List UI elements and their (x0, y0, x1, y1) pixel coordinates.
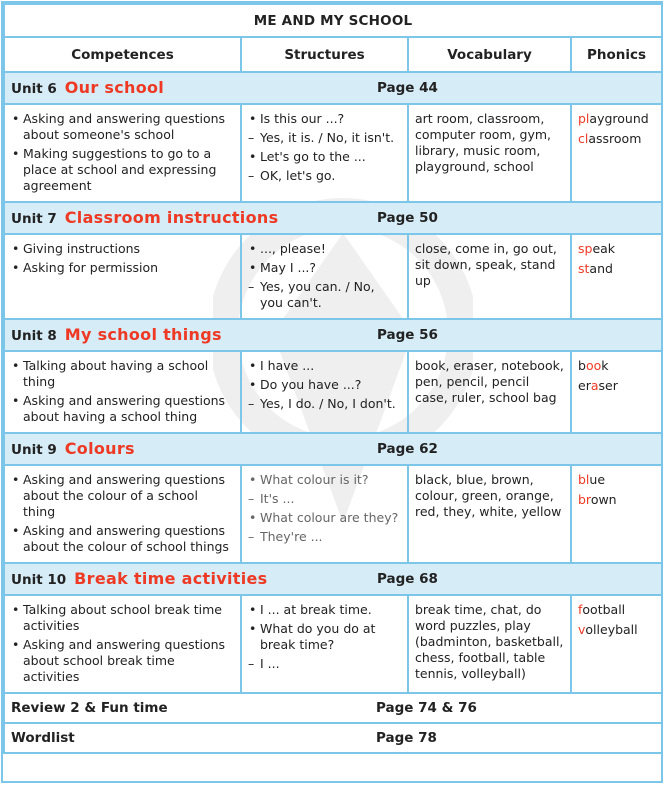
phonics-prefix: er (578, 378, 591, 393)
competence-item: • Talking about school break time activities (11, 602, 234, 634)
competences-cell (4, 595, 241, 693)
phonics-cell (571, 465, 662, 563)
phonics-highlight: v (578, 622, 586, 637)
header-structures: Structures (241, 37, 408, 72)
phonics-highlight: cl (578, 131, 589, 146)
phonics-word (578, 111, 655, 127)
structure-item: – It's ... (248, 491, 401, 507)
footer-label: Wordlist (11, 730, 75, 746)
competence-item: • Asking and answering questions about the colour of a school thing (11, 472, 234, 520)
phonics-word (578, 241, 655, 257)
structure-item: • What do you do at break time? (248, 621, 401, 653)
competence-item: • Giving instructions (11, 241, 234, 257)
unit-page: Page 62 (377, 441, 438, 457)
phonics-highlight: a (590, 378, 599, 393)
structure-item: – OK, let's go. (248, 168, 401, 184)
structure-item: • What colour is it? (248, 472, 401, 488)
phonics-highlight: bl (578, 472, 590, 487)
phonics-highlight: st (578, 261, 590, 276)
unit-label: Unit 10 (11, 571, 67, 588)
vocabulary-cell: close, come in, go out, sit down, speak, stand up (408, 234, 571, 319)
unit-header-row (4, 433, 662, 465)
phonics-highlight: sp (578, 241, 593, 256)
unit-header-row (4, 72, 662, 104)
phonics-rest: assroom (588, 131, 642, 146)
phonics-rest: ue (589, 472, 606, 487)
footer-page: Page 74 & 76 (376, 700, 477, 716)
competence-item: • Making suggestions to go to a place at school and expressing agreement (11, 146, 234, 194)
vocabulary-cell: art room, classroom, computer room, gym, library, music room, playground, school (408, 104, 571, 202)
phonics-rest: olleyball (585, 622, 638, 637)
unit-name: Break time activities (74, 568, 268, 588)
structure-item: – Yes, I do. / No, I don't. (248, 396, 401, 412)
structures-cell (241, 465, 408, 563)
phonics-rest: ser (598, 378, 618, 393)
structure-item: • Do you have ...? (248, 377, 401, 393)
header-vocabulary: Vocabulary (408, 37, 571, 72)
footer-row-wordlist (4, 723, 662, 753)
competences-cell (4, 104, 241, 202)
structures-cell (241, 351, 408, 433)
unit-name: My school things (64, 324, 222, 344)
competence-item: • Asking for permission (11, 260, 234, 276)
header-competences: Competences (4, 37, 241, 72)
phonics-rest: eak (592, 241, 616, 256)
phonics-rest: k (601, 358, 609, 373)
unit-page: Page 44 (377, 80, 438, 96)
phonics-word (578, 622, 655, 638)
phonics-cell (571, 234, 662, 319)
unit-header-row (4, 563, 662, 595)
unit-label: Unit 6 (11, 80, 57, 97)
competence-item: • Asking and answering questions about having a school thing (11, 393, 234, 425)
syllabus-table (3, 3, 663, 754)
phonics-cell (571, 351, 662, 433)
competence-item: • Asking and answering questions about someone's school (11, 111, 234, 143)
units-body (4, 72, 662, 693)
phonics-word (578, 492, 655, 508)
structure-item: • Let's go to the ... (248, 149, 401, 165)
unit-page: Page 56 (377, 327, 438, 343)
table-title: ME AND MY SCHOOL (4, 4, 662, 37)
phonics-rest: ootball (582, 602, 626, 617)
structure-item: • I have ... (248, 358, 401, 374)
phonics-word (578, 358, 655, 374)
competences-cell (4, 465, 241, 563)
structure-item: • I ... at break time. (248, 602, 401, 618)
unit-name: Classroom instructions (64, 207, 279, 227)
footer-page: Page 78 (376, 730, 437, 746)
competence-item: • Asking and answering questions about the colour of school things (11, 523, 234, 555)
phonics-highlight: pl (578, 111, 590, 126)
structure-item: • What colour are they? (248, 510, 401, 526)
phonics-rest: ayground (589, 111, 649, 126)
unit-name: Our school (64, 77, 165, 97)
structure-item: – They're ... (248, 529, 401, 545)
structures-cell (241, 104, 408, 202)
phonics-word (578, 261, 655, 277)
competence-item: • Talking about having a school thing (11, 358, 234, 390)
competences-cell (4, 351, 241, 433)
phonics-highlight: f (578, 602, 583, 617)
unit-label: Unit 8 (11, 327, 57, 344)
unit-header-row (4, 202, 662, 234)
unit-header-row (4, 319, 662, 351)
vocabulary-cell: book, eraser, notebook, pen, pencil, pencil case, ruler, school bag (408, 351, 571, 433)
footer-label: Review 2 & Fun time (11, 700, 168, 716)
competences-cell (4, 234, 241, 319)
unit-label: Unit 7 (11, 210, 57, 227)
footer-row-review (4, 693, 662, 723)
phonics-word (578, 131, 655, 147)
vocabulary-cell: break time, chat, do word puzzles, play (badminton, basketball, chess, football, table tennis, volleyball) (408, 595, 571, 693)
syllabus-table-frame (1, 1, 663, 783)
phonics-cell (571, 104, 662, 202)
phonics-word (578, 378, 655, 394)
unit-name: Colours (64, 438, 135, 458)
phonics-rest: and (589, 261, 613, 276)
phonics-cell (571, 595, 662, 693)
structures-cell (241, 595, 408, 693)
vocabulary-cell: black, blue, brown, colour, green, orange, red, they, white, yellow (408, 465, 571, 563)
competence-item: • Asking and answering questions about school break time activities (11, 637, 234, 685)
phonics-rest: own (590, 492, 617, 507)
phonics-highlight: br (578, 492, 591, 507)
phonics-prefix: b (578, 358, 586, 373)
unit-page: Page 50 (377, 210, 438, 226)
structure-item: – I ... (248, 656, 401, 672)
phonics-word (578, 472, 655, 488)
header-phonics: Phonics (571, 37, 662, 72)
phonics-highlight: oo (585, 358, 602, 373)
structure-item: – Yes, it is. / No, it isn't. (248, 130, 401, 146)
unit-page: Page 68 (377, 571, 438, 587)
structure-item: • Is this our ...? (248, 111, 401, 127)
phonics-word (578, 602, 655, 618)
structure-item: – Yes, you can. / No, you can't. (248, 279, 401, 311)
structure-item: • ..., please! (248, 241, 401, 257)
structure-item: • May I ...? (248, 260, 401, 276)
structures-cell (241, 234, 408, 319)
unit-label: Unit 9 (11, 441, 57, 458)
